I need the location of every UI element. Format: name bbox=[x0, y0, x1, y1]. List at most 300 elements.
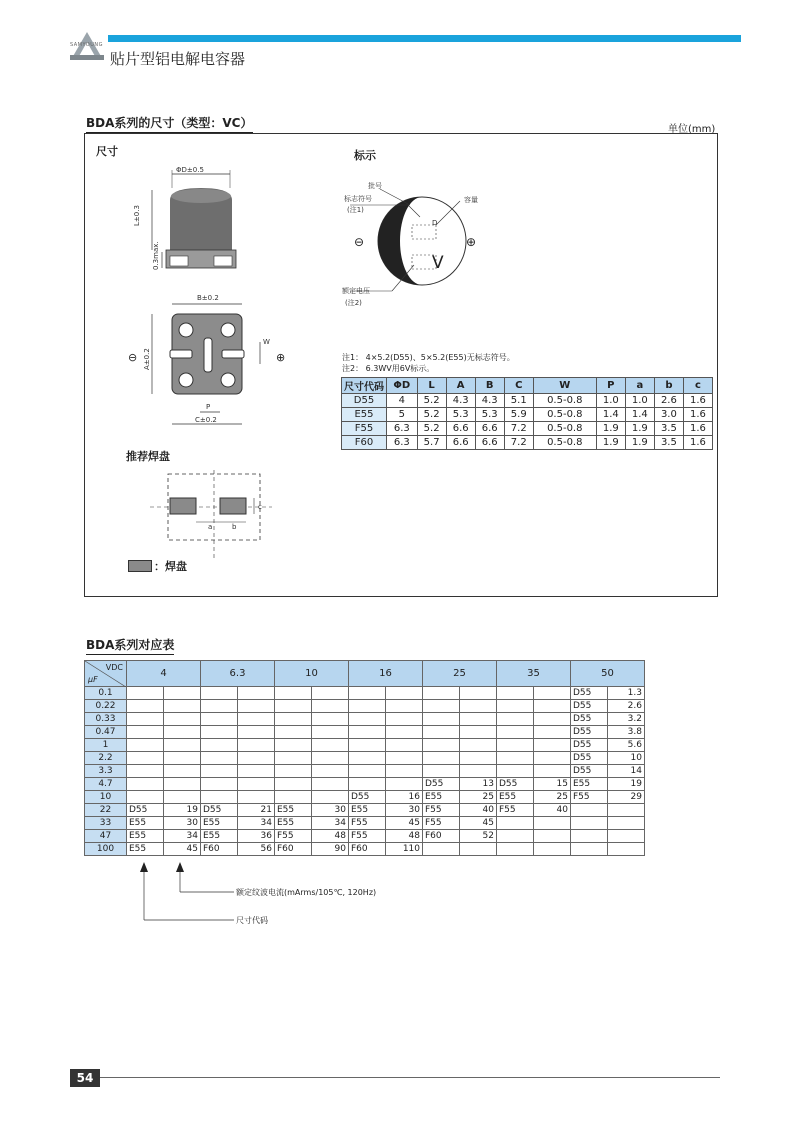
size-code-cell: F55 bbox=[423, 804, 460, 817]
ripple-current-cell bbox=[534, 726, 571, 739]
ripple-current-cell bbox=[238, 752, 275, 765]
size-code-cell bbox=[497, 765, 534, 778]
size-code-cell: D55 bbox=[571, 765, 608, 778]
table-row bbox=[342, 422, 713, 436]
ripple-current-cell: 40 bbox=[460, 804, 497, 817]
table-cell: 1.9 bbox=[625, 422, 654, 436]
table-cell: 1.0 bbox=[596, 394, 625, 408]
ripple-current-cell: 30 bbox=[386, 804, 423, 817]
ripple-current-cell bbox=[534, 752, 571, 765]
ripple-current-cell bbox=[238, 687, 275, 700]
capacitance-cell: 47 bbox=[85, 830, 127, 843]
size-code-cell bbox=[497, 739, 534, 752]
size-code-cell bbox=[127, 765, 164, 778]
page-title: 贴片型铝电解电容器 bbox=[110, 50, 246, 68]
ripple-current-cell bbox=[460, 713, 497, 726]
ripple-current-cell bbox=[164, 765, 201, 778]
voltage-header: 6.3 bbox=[201, 661, 275, 687]
size-code-cell: E55 bbox=[127, 830, 164, 843]
ripple-current-cell bbox=[386, 726, 423, 739]
size-code-cell: E55 bbox=[571, 778, 608, 791]
ripple-current-cell: 34 bbox=[312, 817, 349, 830]
marking-minus: ⊖ bbox=[354, 235, 365, 249]
ripple-current-cell: 45 bbox=[460, 817, 497, 830]
size-code-cell bbox=[349, 687, 386, 700]
marking-plus: ⊕ bbox=[466, 235, 477, 249]
size-code-cell: E55 bbox=[342, 408, 387, 422]
table-row bbox=[85, 830, 645, 843]
ripple-current-cell bbox=[164, 778, 201, 791]
pad-layout-diagram bbox=[150, 470, 280, 560]
table-row bbox=[85, 778, 645, 791]
table-cell: 6.6 bbox=[475, 436, 504, 450]
capacitance-cell: 2.2 bbox=[85, 752, 127, 765]
ripple-current-cell bbox=[534, 687, 571, 700]
size-code-cell: E55 bbox=[349, 804, 386, 817]
ripple-current-cell bbox=[312, 713, 349, 726]
table-cell: 5.1 bbox=[504, 394, 533, 408]
ripple-current-cell: 29 bbox=[608, 791, 645, 804]
ripple-current-cell bbox=[164, 739, 201, 752]
col-header: c bbox=[683, 378, 712, 394]
size-code-cell bbox=[423, 726, 460, 739]
capacitance-cell: 0.33 bbox=[85, 713, 127, 726]
size-code-cell: D55 bbox=[571, 739, 608, 752]
ripple-current-cell: 45 bbox=[164, 843, 201, 856]
ripple-current-cell: 5.6 bbox=[608, 739, 645, 752]
ripple-current-cell bbox=[534, 713, 571, 726]
ripple-current-cell: 15 bbox=[534, 778, 571, 791]
size-code-cell bbox=[201, 791, 238, 804]
page-number: 54 bbox=[70, 1069, 100, 1087]
capacitor-side-view bbox=[130, 160, 270, 290]
ripple-current-cell bbox=[534, 739, 571, 752]
pad-c-label: c bbox=[258, 503, 262, 511]
table-cell: 3.5 bbox=[654, 436, 683, 450]
size-code-cell: E55 bbox=[275, 817, 312, 830]
pad-label: 推荐焊盘 bbox=[126, 450, 170, 463]
ripple-current-cell bbox=[386, 700, 423, 713]
table-row bbox=[85, 752, 645, 765]
table-cell: 5.3 bbox=[475, 408, 504, 422]
size-code-cell bbox=[201, 778, 238, 791]
col-header: a bbox=[625, 378, 654, 394]
size-code-cell bbox=[275, 687, 312, 700]
table-cell: 3.5 bbox=[654, 422, 683, 436]
size-code-cell: D55 bbox=[423, 778, 460, 791]
ripple-current-cell bbox=[386, 713, 423, 726]
table-cell: 1.6 bbox=[683, 394, 712, 408]
ripple-current-cell: 34 bbox=[238, 817, 275, 830]
size-code-cell bbox=[201, 687, 238, 700]
ripple-current-cell bbox=[164, 752, 201, 765]
ripple-current-cell bbox=[460, 752, 497, 765]
C-label: C±0.2 bbox=[195, 416, 217, 424]
logo-text: SAMYOUNG bbox=[70, 42, 103, 48]
size-code-cell bbox=[423, 765, 460, 778]
capacitor-bottom-view bbox=[130, 290, 300, 430]
table-cell: 1.9 bbox=[596, 422, 625, 436]
size-code-cell bbox=[423, 752, 460, 765]
size-code-cell: D55 bbox=[571, 687, 608, 700]
dimension-table-header bbox=[342, 378, 713, 394]
col-header: W bbox=[533, 378, 596, 394]
col-header: ΦD bbox=[387, 378, 418, 394]
ripple-current-cell bbox=[386, 765, 423, 778]
capacitance-cell: 0.22 bbox=[85, 700, 127, 713]
capacitance-cell: 0.1 bbox=[85, 687, 127, 700]
ripple-current-cell bbox=[164, 687, 201, 700]
table-cell: 0.5-0.8 bbox=[533, 436, 596, 450]
note1-ref: (注1) bbox=[347, 206, 364, 214]
ripple-current-cell: 3.8 bbox=[608, 726, 645, 739]
ripple-current-cell: 21 bbox=[238, 804, 275, 817]
size-code-cell: D55 bbox=[571, 726, 608, 739]
size-code-cell: F55 bbox=[571, 791, 608, 804]
ripple-current-cell bbox=[460, 765, 497, 778]
size-code-cell bbox=[571, 804, 608, 817]
size-code-cell bbox=[349, 778, 386, 791]
ripple-current-cell bbox=[460, 843, 497, 856]
voltage-mark: V bbox=[432, 253, 444, 273]
ripple-current-cell bbox=[238, 726, 275, 739]
max-label: 0.3max. bbox=[152, 241, 160, 270]
ripple-current-cell: 19 bbox=[608, 778, 645, 791]
table-row bbox=[342, 436, 713, 450]
capacitance-cell: 0.47 bbox=[85, 726, 127, 739]
voltage-header: 35 bbox=[497, 661, 571, 687]
col-header: L bbox=[417, 378, 446, 394]
size-code-cell bbox=[497, 843, 534, 856]
ripple-current-cell bbox=[534, 830, 571, 843]
capacitance-cell: 1 bbox=[85, 739, 127, 752]
pad-b-label: b bbox=[232, 523, 237, 531]
size-code-cell bbox=[423, 843, 460, 856]
size-code-cell bbox=[275, 778, 312, 791]
ripple-current-cell: 110 bbox=[386, 843, 423, 856]
d-mark: D bbox=[432, 219, 438, 227]
size-code-cell bbox=[497, 817, 534, 830]
ripple-current-cell bbox=[460, 739, 497, 752]
voltage-header: 10 bbox=[275, 661, 349, 687]
ripple-current-cell bbox=[312, 687, 349, 700]
table-cell: 6.6 bbox=[446, 436, 475, 450]
size-code-cell bbox=[127, 713, 164, 726]
ripple-current-cell: 30 bbox=[164, 817, 201, 830]
ripple-current-cell: 48 bbox=[312, 830, 349, 843]
size-code-cell bbox=[497, 700, 534, 713]
table-row bbox=[342, 394, 713, 408]
ripple-current-cell bbox=[164, 791, 201, 804]
ripple-current-cell: 45 bbox=[386, 817, 423, 830]
P-label: P bbox=[206, 403, 211, 411]
ripple-current-cell bbox=[608, 804, 645, 817]
ripple-current-cell bbox=[312, 700, 349, 713]
uf-label: μF bbox=[88, 675, 98, 684]
size-code-cell: E55 bbox=[201, 830, 238, 843]
table-cell: 1.6 bbox=[683, 422, 712, 436]
ripple-current-cell: 14 bbox=[608, 765, 645, 778]
size-code-cell bbox=[275, 791, 312, 804]
ripple-current-cell bbox=[386, 752, 423, 765]
table-cell: 6.3 bbox=[387, 436, 418, 450]
ripple-current-cell bbox=[460, 700, 497, 713]
table-row bbox=[85, 843, 645, 856]
table-cell: 4 bbox=[387, 394, 418, 408]
size-code-cell: E55 bbox=[423, 791, 460, 804]
lot-label: 批号 bbox=[368, 182, 382, 190]
ripple-current-cell bbox=[608, 843, 645, 856]
ripple-current-cell bbox=[312, 765, 349, 778]
size-code-cell bbox=[201, 713, 238, 726]
size-code-cell: D55 bbox=[342, 394, 387, 408]
voltage-header: 25 bbox=[423, 661, 497, 687]
size-code-cell: E55 bbox=[275, 804, 312, 817]
table-row bbox=[85, 726, 645, 739]
table-cell: 0.5-0.8 bbox=[533, 422, 596, 436]
size-code-cell bbox=[423, 739, 460, 752]
size-code-cell: D55 bbox=[349, 791, 386, 804]
ripple-current-cell bbox=[386, 687, 423, 700]
ripple-current-cell: 52 bbox=[460, 830, 497, 843]
ripple-current-cell bbox=[386, 739, 423, 752]
series-table bbox=[84, 660, 645, 856]
pad-legend-swatch bbox=[128, 560, 152, 572]
capacitance-cell: 33 bbox=[85, 817, 127, 830]
capacitance-cell: 10 bbox=[85, 791, 127, 804]
footer-line bbox=[100, 1077, 720, 1078]
ripple-current-cell bbox=[164, 700, 201, 713]
ripple-current-cell bbox=[534, 817, 571, 830]
size-code-cell bbox=[497, 726, 534, 739]
table-cell: 6.6 bbox=[446, 422, 475, 436]
size-code-cell bbox=[275, 752, 312, 765]
size-code-cell bbox=[349, 700, 386, 713]
table-cell: 5 bbox=[387, 408, 418, 422]
size-code-cell: E55 bbox=[127, 843, 164, 856]
capacitance-cell: 3.3 bbox=[85, 765, 127, 778]
ripple-current-cell bbox=[312, 726, 349, 739]
ripple-current-cell bbox=[608, 817, 645, 830]
size-code-cell: F55 bbox=[423, 817, 460, 830]
size-code-cell: F55 bbox=[275, 830, 312, 843]
table-cell: 3.0 bbox=[654, 408, 683, 422]
size-code-cell bbox=[349, 739, 386, 752]
table-row bbox=[85, 817, 645, 830]
size-code-cell bbox=[497, 713, 534, 726]
col-header: A bbox=[446, 378, 475, 394]
table-cell: 5.3 bbox=[446, 408, 475, 422]
size-code-cell: E55 bbox=[201, 817, 238, 830]
table-cell: 6.6 bbox=[475, 422, 504, 436]
table-cell: 4.3 bbox=[475, 394, 504, 408]
table-row bbox=[85, 791, 645, 804]
header-accent-bar bbox=[108, 35, 741, 42]
table-cell: 1.4 bbox=[625, 408, 654, 422]
table-cell: 5.7 bbox=[417, 436, 446, 450]
ripple-current-cell: 48 bbox=[386, 830, 423, 843]
size-code-cell: F60 bbox=[342, 436, 387, 450]
col-header: 尺寸代码 bbox=[342, 378, 387, 394]
table-cell: 7.2 bbox=[504, 436, 533, 450]
size-code-cell bbox=[349, 726, 386, 739]
capacitance-cell: 4.7 bbox=[85, 778, 127, 791]
size-code-cell bbox=[201, 739, 238, 752]
ripple-legend: 额定纹波电流(mArms/105℃, 120Hz) bbox=[236, 888, 377, 897]
table-row bbox=[85, 765, 645, 778]
size-code-cell bbox=[349, 752, 386, 765]
voltage-header-row bbox=[85, 661, 645, 687]
dimension-table bbox=[341, 377, 713, 450]
plus-symbol: ⊕ bbox=[276, 351, 286, 364]
series-table-title: BDA系列对应表 bbox=[86, 636, 174, 655]
table-cell: 1.9 bbox=[625, 436, 654, 450]
size-code-cell bbox=[423, 700, 460, 713]
ripple-current-cell: 10 bbox=[608, 752, 645, 765]
size-code-cell bbox=[571, 830, 608, 843]
ripple-current-cell bbox=[534, 700, 571, 713]
ripple-current-cell: 30 bbox=[312, 804, 349, 817]
table-row bbox=[85, 700, 645, 713]
size-code-cell: F60 bbox=[423, 830, 460, 843]
table-cell: 5.9 bbox=[504, 408, 533, 422]
table-cell: 5.2 bbox=[417, 408, 446, 422]
table-row bbox=[85, 713, 645, 726]
size-code-cell bbox=[127, 778, 164, 791]
capacitance-cell: 22 bbox=[85, 804, 127, 817]
ripple-current-cell bbox=[460, 726, 497, 739]
table-cell: 5.2 bbox=[417, 394, 446, 408]
ripple-current-cell bbox=[164, 713, 201, 726]
ripple-current-cell: 56 bbox=[238, 843, 275, 856]
ripple-current-cell bbox=[238, 700, 275, 713]
ripple-current-cell bbox=[460, 687, 497, 700]
unit-label: 单位(mm) bbox=[668, 124, 716, 135]
ripple-current-cell: 19 bbox=[164, 804, 201, 817]
table-cell: 7.2 bbox=[504, 422, 533, 436]
ripple-current-cell bbox=[238, 778, 275, 791]
ripple-current-cell bbox=[534, 843, 571, 856]
size-code-cell bbox=[497, 752, 534, 765]
size-code-cell bbox=[497, 687, 534, 700]
size-code-cell bbox=[127, 687, 164, 700]
table-cell: 1.6 bbox=[683, 436, 712, 450]
ripple-current-cell bbox=[238, 765, 275, 778]
ripple-current-cell bbox=[312, 778, 349, 791]
size-code-cell bbox=[201, 752, 238, 765]
legend-arrows bbox=[130, 862, 240, 928]
W-label: W bbox=[263, 338, 270, 346]
size-code-cell bbox=[497, 830, 534, 843]
table-row bbox=[85, 739, 645, 752]
ripple-current-cell: 25 bbox=[460, 791, 497, 804]
phiD-label: ΦD±0.5 bbox=[176, 166, 204, 174]
size-code-cell: E55 bbox=[497, 791, 534, 804]
size-code-cell bbox=[349, 765, 386, 778]
corner-header bbox=[85, 661, 127, 687]
ripple-current-cell bbox=[386, 778, 423, 791]
ripple-current-cell: 3.2 bbox=[608, 713, 645, 726]
ripple-current-cell bbox=[608, 830, 645, 843]
size-code-cell bbox=[127, 791, 164, 804]
size-code-cell bbox=[423, 713, 460, 726]
ripple-current-cell bbox=[164, 726, 201, 739]
size-code-cell: F55 bbox=[349, 830, 386, 843]
ripple-current-cell bbox=[312, 791, 349, 804]
vdc-label: VDC bbox=[105, 663, 123, 672]
size-code-cell bbox=[201, 765, 238, 778]
size-code-cell bbox=[349, 713, 386, 726]
size-code-cell bbox=[275, 726, 312, 739]
col-header: P bbox=[596, 378, 625, 394]
company-logo bbox=[68, 28, 106, 68]
ripple-current-cell: 34 bbox=[164, 830, 201, 843]
size-code-cell bbox=[571, 817, 608, 830]
table-cell: 0.5-0.8 bbox=[533, 408, 596, 422]
ripple-current-cell: 36 bbox=[238, 830, 275, 843]
size-code-cell: D55 bbox=[497, 778, 534, 791]
size-code-cell: D55 bbox=[571, 752, 608, 765]
ripple-current-cell bbox=[238, 791, 275, 804]
size-code-cell bbox=[127, 700, 164, 713]
ripple-current-cell: 40 bbox=[534, 804, 571, 817]
table-cell: 1.0 bbox=[625, 394, 654, 408]
table-cell: 4.3 bbox=[446, 394, 475, 408]
table-cell: 1.6 bbox=[683, 408, 712, 422]
dimension-section-title: BDA系列的尺寸（类型：VC） bbox=[86, 114, 253, 133]
voltage-label: 额定电压 bbox=[342, 287, 370, 295]
B-label: B±0.2 bbox=[197, 294, 219, 302]
size-code-cell bbox=[127, 752, 164, 765]
ripple-current-cell bbox=[238, 739, 275, 752]
col-header: b bbox=[654, 378, 683, 394]
table-cell: 6.3 bbox=[387, 422, 418, 436]
size-code-cell: F60 bbox=[349, 843, 386, 856]
size-code-cell: D55 bbox=[127, 804, 164, 817]
size-code-cell: E55 bbox=[127, 817, 164, 830]
size-code-cell: F55 bbox=[349, 817, 386, 830]
size-code-cell: F60 bbox=[275, 843, 312, 856]
A-label: A±0.2 bbox=[143, 348, 151, 370]
ripple-current-cell bbox=[534, 765, 571, 778]
size-code-cell bbox=[127, 739, 164, 752]
table-cell: 5.2 bbox=[417, 422, 446, 436]
size-code-cell: F55 bbox=[342, 422, 387, 436]
size-code-cell: D55 bbox=[571, 700, 608, 713]
table-cell: 1.9 bbox=[596, 436, 625, 450]
size-code-legend: 尺寸代码 bbox=[236, 916, 268, 925]
size-code-cell bbox=[275, 713, 312, 726]
table-row bbox=[85, 804, 645, 817]
voltage-header: 16 bbox=[349, 661, 423, 687]
note2-ref: (注2) bbox=[345, 299, 362, 307]
note-1: 注1： 4×5.2(D55)、5×5.2(E55)无标志符号。 bbox=[342, 353, 515, 362]
size-code-cell bbox=[127, 726, 164, 739]
capacitance-cell: 100 bbox=[85, 843, 127, 856]
size-code-cell bbox=[201, 726, 238, 739]
size-code-cell bbox=[201, 700, 238, 713]
ripple-current-cell: 2.6 bbox=[608, 700, 645, 713]
pad-legend-label: ：焊盘 bbox=[154, 560, 187, 573]
dimension-label: 尺寸 bbox=[96, 145, 118, 158]
col-header: C bbox=[504, 378, 533, 394]
symbol-label: 标志符号 bbox=[344, 195, 372, 203]
voltage-header: 4 bbox=[127, 661, 201, 687]
pad-a-label: a bbox=[208, 523, 213, 531]
table-row bbox=[85, 687, 645, 700]
table-cell: 1.4 bbox=[596, 408, 625, 422]
note-2: 注2： 6.3WV用6V标示。 bbox=[342, 364, 435, 373]
